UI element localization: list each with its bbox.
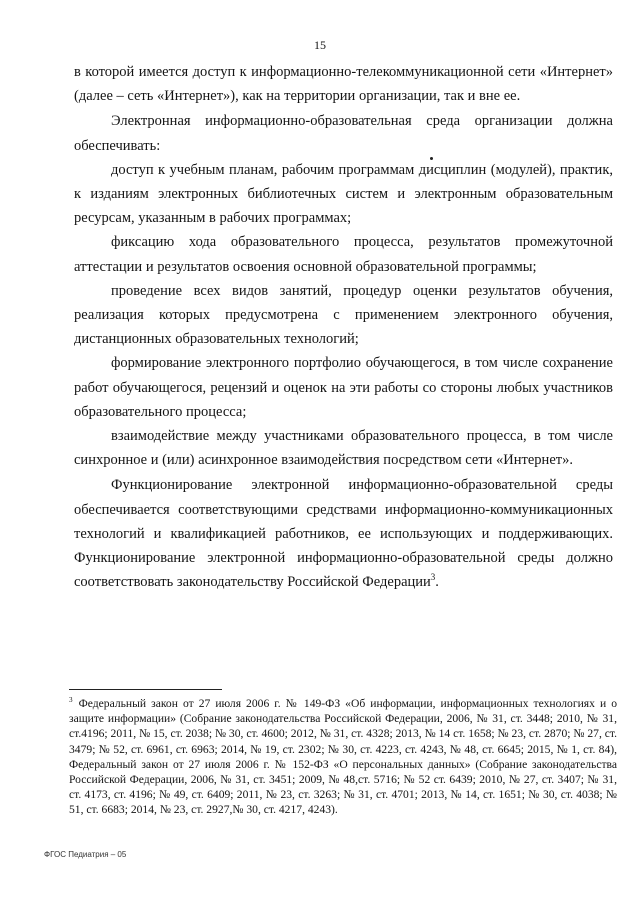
- paragraph-eios-requirements: Электронная информационно-образовательная среда организации должна обеспечивать:: [74, 113, 613, 154]
- paragraph-interaction: взаимодействие между участниками образовательного процесса, в том числе синхронное и (или) асинхронное взаимодействия посредством сети «Интернет».: [74, 428, 613, 469]
- footnote-mark: 3: [69, 696, 73, 705]
- paragraph-intro: в которой имеется доступ к информационно-телекоммуникационной сети «Интернет» (далее – сеть «Интернет»), как на территории организации, так и вне ее.: [74, 64, 613, 105]
- paragraph-recording: фиксацию хода образовательного процесса, результатов промежуточной аттестации и результатов освоения основной образовательной программы;: [74, 234, 613, 275]
- footnote-text: Федеральный закон от 27 июля 2006 г. № 149-ФЗ «Об информации, информационных технологиях и о защите информации» (Собрание законодательства Российской Федерации, 2006, № 31, ст. 3448; 2010, № 31, ст.4196; 2011, № 15, ст. 2038; № 30, ст. 4600; 2012, № 31, ст. 4328; 2013, № 14 ст. 1658; № 23, ст. 2870; № 27, ст. 3479; № 52, ст. 6961, ст. 6963; 2014, № 19, ст. 2302; № 30, ст. 4223, ст. 4243, № 48, ст. 6645; 2015, № 1, ст. 84), Федеральный закон от 27 июля 2006 г. № 152-ФЗ «О персональных данных» (Собрание законодательства Российской Федерации, 2006, № 31, ст. 3451; 2009, № 48,ст. 5716; № 52 ст. 6439; 2010, № 27, ст. 3407; № 31, ст. 4173, ст. 4196; № 49, ст. 6409; 2011, № 23, ст. 3263; № 31, ст. 4701; 2013, № 14, ст. 1651; № 30, ст. 4038; № 51, ст. 6683; 2014, № 23, ст. 2927,№ 30, ст. 4217, 4243).: [69, 697, 617, 817]
- paragraph-portfolio: формирование электронного портфолио обучающегося, в том числе сохранение работ обучающегося, рецензий и оценок на эти работы со стороны любых участников образовательного процесса;: [74, 355, 613, 420]
- footnote-divider: [69, 689, 222, 690]
- paragraph-functioning: Функционирование электронной информационно-образовательной среды обеспечивается соответствующими средствами информационно-коммуникационных технологий и квалификацией работников, ее использующих и поддерживающих. Функционирование электронной информационно-образовательной среды должно соответствовать законодательству Российской Федерации$^3$.: [74, 477, 613, 591]
- paragraph-functioning-text: Функционирование электронной информационно-образовательной среды обеспечивается соответствующими средствами информационно-коммуникационных технологий и квалификацией работников, ее использующих и поддерживающих. Функционирование электронной информационно-образовательной среды должно соответствовать законодательству Российской Федерации: [74, 477, 613, 591]
- paragraph-classes: проведение всех видов занятий, процедур оценки результатов обучения, реализация которых предусмотрена с применением электронного обучения, дистанционных образовательных технологий;: [74, 282, 613, 348]
- page-number: 15: [314, 38, 326, 52]
- page-footer: ФГОС Педиатрия – 05: [44, 850, 127, 859]
- scan-speck: [430, 157, 433, 160]
- footnote: [69, 696, 617, 818]
- body-text: [74, 60, 613, 594]
- paragraph-access: доступ к учебным планам, рабочим программам дисциплин (модулей), практик, к изданиям электронных библиотечных систем и электронным образовательным ресурсам, указанным в рабочих программах;: [74, 161, 613, 227]
- footnote-reference: 3: [430, 572, 436, 583]
